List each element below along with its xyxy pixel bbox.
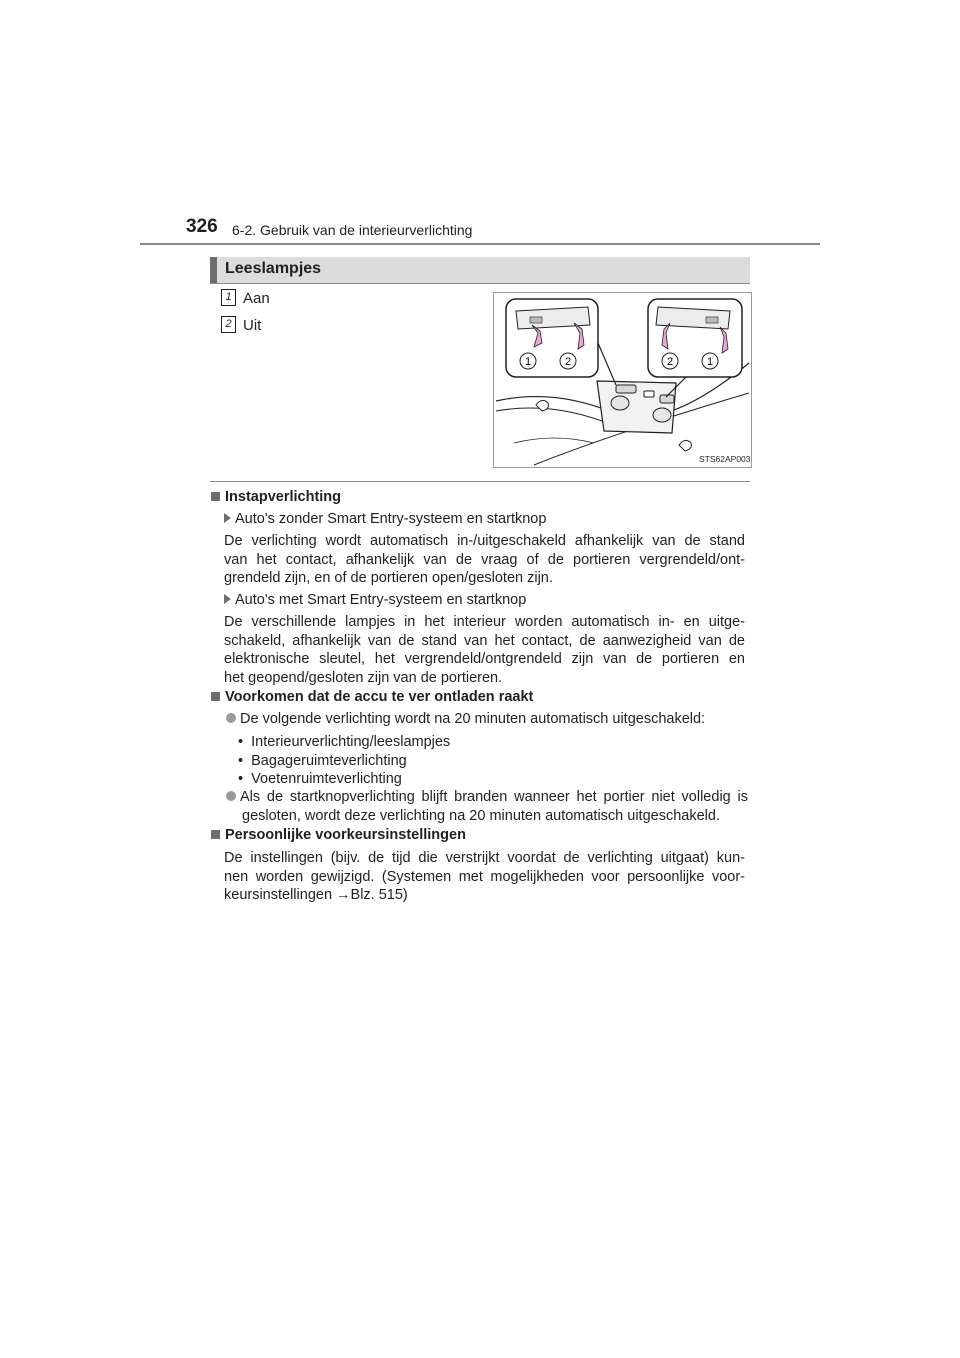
text-line: het geopend/gesloten zijn van de portieren. bbox=[224, 669, 503, 686]
accu-item-2 bbox=[226, 788, 748, 825]
text-line: De verlichting wordt automatisch in-/uitgeschakeld afhankelijk van de stand bbox=[224, 533, 745, 549]
circle-bullet-icon bbox=[226, 791, 236, 801]
subheading-text: Instapverlichting bbox=[225, 489, 342, 505]
callout-number: 2 bbox=[666, 356, 674, 368]
page-number: 326 bbox=[186, 216, 218, 237]
text-line bbox=[226, 788, 748, 807]
text-line: nen worden gewijzigd. (Systemen met mogelijkheden voor persoonlijke voor- bbox=[224, 868, 745, 885]
sub-item-with-smart-entry bbox=[224, 591, 526, 610]
list-item: • Interieurverlichting/leeslampjes bbox=[238, 734, 451, 750]
legend-number-badge: 2 bbox=[221, 316, 236, 333]
section-title: Leeslampjes bbox=[225, 260, 322, 277]
square-bullet-icon bbox=[211, 830, 220, 839]
text-line: gesloten, wordt deze verlichting na 20 minuten automatisch uitgeschakeld. bbox=[242, 807, 720, 824]
reading-lamp-drawing bbox=[494, 293, 751, 467]
text-line: keursinstellingen →Blz. 515) bbox=[224, 887, 408, 903]
sub-item-text: Auto's zonder Smart Entry-systeem en startknop bbox=[235, 511, 547, 527]
square-bullet-icon bbox=[211, 692, 220, 701]
paragraph-instap-2 bbox=[224, 613, 745, 687]
text-line: van het contact, afhankelijk van de vraag of de portieren vergrendeld/ont- bbox=[224, 551, 745, 568]
illustration-code: STS62AP003 bbox=[699, 454, 751, 464]
legend-number-badge: 1 bbox=[221, 289, 236, 306]
triangle-bullet-icon bbox=[224, 594, 231, 604]
item-text: Als de startknopverlichting blijft branden wanneer het portier niet volledig is bbox=[240, 789, 748, 805]
text-line: De instellingen (bijv. de tijd die verstrijkt voordat de verlichting uitgaat) kun- bbox=[224, 850, 745, 866]
subheading-text: Voorkomen dat de accu te ver ontladen raakt bbox=[225, 689, 534, 705]
circle-bullet-icon bbox=[226, 713, 236, 723]
text-line: elektronische sleutel, het vergrendeld/ontgrendeld zijn van de portieren en bbox=[224, 651, 745, 667]
reading-lamp-illustration bbox=[493, 292, 752, 468]
callout-number: 2 bbox=[564, 356, 572, 368]
accu-list bbox=[238, 733, 450, 789]
subheading-persoonlijk bbox=[211, 827, 466, 843]
sub-item-without-smart-entry bbox=[224, 510, 546, 529]
list-item: • Bagageruimteverlichting bbox=[238, 752, 407, 769]
square-bullet-icon bbox=[211, 492, 220, 501]
list-item: • Voetenruimteverlichting bbox=[238, 771, 402, 787]
legend-label-off: Uit bbox=[243, 317, 262, 334]
legend-label-on: Aan bbox=[243, 290, 270, 307]
figure-divider bbox=[210, 481, 750, 482]
chapter-title: 6-2. Gebruik van de interieurverlichting bbox=[232, 222, 473, 238]
accu-item-1 bbox=[226, 710, 705, 729]
list-item-text: Voetenruimteverlichting bbox=[251, 771, 402, 787]
header-divider bbox=[140, 243, 820, 245]
list-item-text: Interieurverlichting/leeslampjes bbox=[251, 734, 451, 750]
subheading-instapverlichting bbox=[211, 489, 341, 505]
text-line: De verschillende lampjes in het interieur worden automatisch in- en uitge- bbox=[224, 614, 745, 630]
list-item-text: Bagageruimteverlichting bbox=[251, 752, 407, 769]
section-accent bbox=[210, 257, 217, 283]
sub-item-text: Auto's met Smart Entry-systeem en startknop bbox=[235, 592, 527, 608]
text-line: schakeld, afhankelijk van de stand van het contact, de aanwezigheid van de bbox=[224, 632, 745, 649]
callout-number: 1 bbox=[524, 356, 532, 368]
item-text: De volgende verlichting wordt na 20 minuten automatisch uitgeschakeld: bbox=[240, 711, 706, 727]
section-header-bar bbox=[210, 257, 750, 284]
subheading-accu bbox=[211, 689, 533, 705]
subheading-text: Persoonlijke voorkeursinstellingen bbox=[225, 827, 466, 843]
text-line: grendeld zijn, en of de portieren open/gesloten zijn. bbox=[224, 570, 553, 586]
paragraph-persoonlijk bbox=[224, 849, 745, 905]
paragraph-instap-1 bbox=[224, 532, 745, 588]
callout-number: 1 bbox=[706, 356, 714, 368]
triangle-bullet-icon bbox=[224, 513, 231, 523]
